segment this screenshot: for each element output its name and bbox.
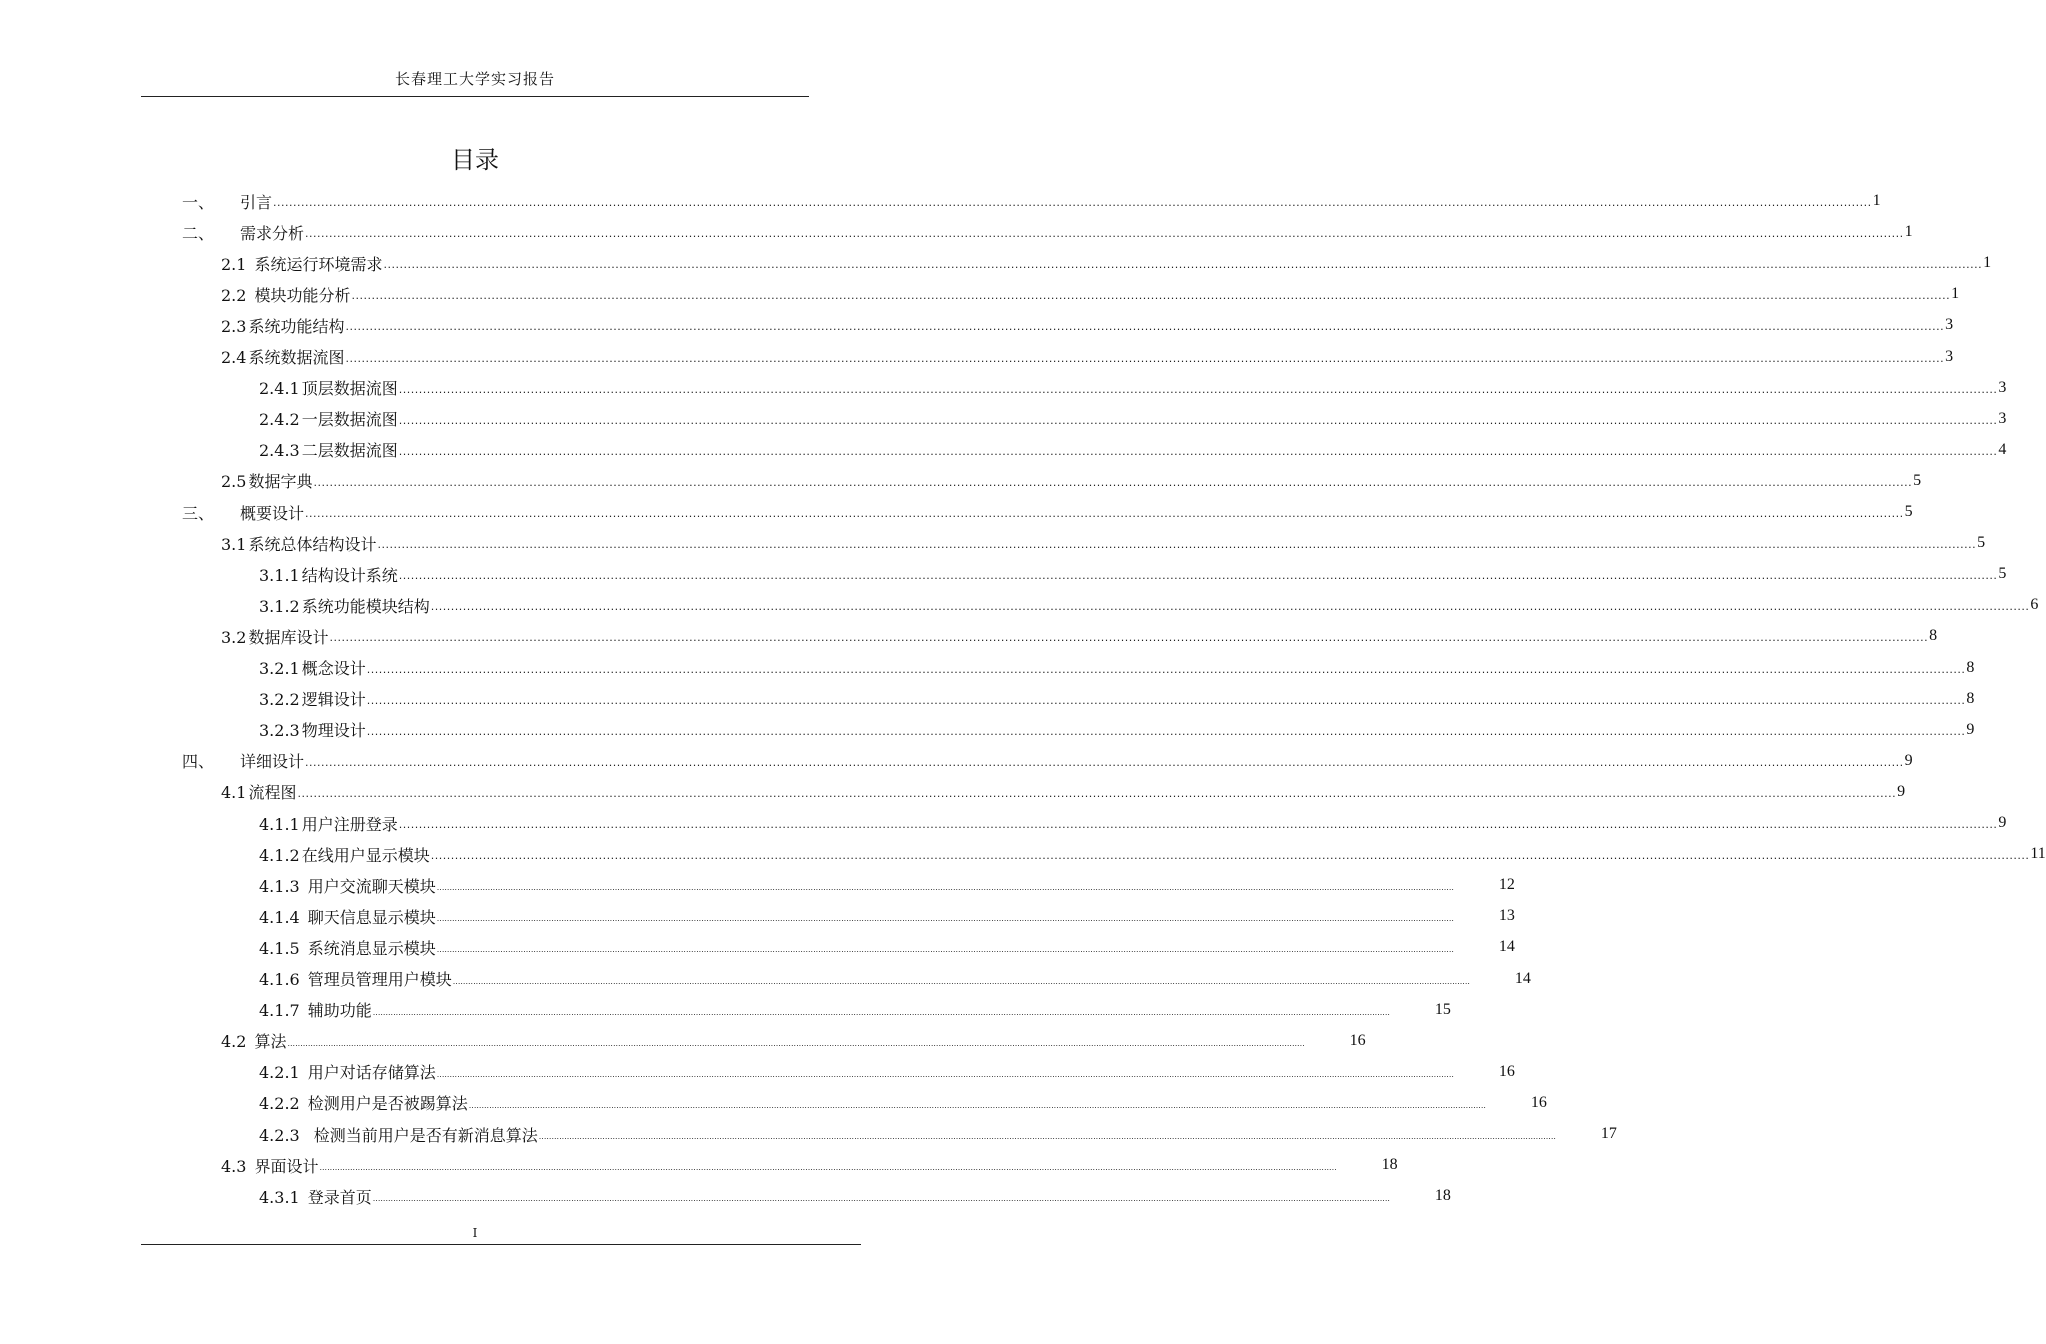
toc-entry-label — [259, 967, 452, 990]
toc-entry-label — [221, 345, 344, 368]
toc-entry-title: 系统功能模块结构 — [301, 596, 430, 616]
toc-entry-page: 9 — [1966, 720, 1975, 738]
toc-entry-title: 逻辑设计 — [301, 690, 366, 710]
toc-entry[interactable] — [259, 684, 1975, 714]
toc-entry-title: 算法 — [254, 1032, 287, 1052]
toc-entry-label — [259, 407, 398, 430]
dot-leader: ................................................................................................................................................................................................................................................................................................................................................................................................................ — [345, 351, 1945, 365]
toc-entry-page: 9 — [1897, 782, 1906, 800]
toc-entry-number: 4.1.5 — [259, 938, 300, 958]
toc-entry-number: 3.1.1 — [259, 565, 300, 585]
toc-entry-page: 1 — [1904, 223, 1913, 241]
toc-entry-page: 5 — [1913, 471, 1922, 489]
toc-entry-number: 4.1.1 — [259, 814, 300, 834]
dot-leader: ................................................................................................................................................................................................................................................................................................................................................................................................................ — [538, 1132, 1556, 1141]
toc-entry-title: 二层数据流图 — [301, 441, 398, 461]
dot-leader: ................................................................................................................................................................................................................................................................................................................................................................................................................ — [430, 600, 2030, 614]
toc-entry-title: 系统功能结构 — [248, 316, 345, 336]
dot-leader: ................................................................................................................................................................................................................................................................................................................................................................................................................ — [366, 662, 1966, 676]
toc-entry-page: 6 — [2030, 596, 2039, 614]
toc-entry-title: 系统运行环境需求 — [254, 254, 383, 274]
toc-entry-number: 3.2.2 — [259, 690, 300, 710]
toc-entry-title: 数据库设计 — [248, 627, 329, 647]
toc-entry-number: 3.1.2 — [259, 596, 300, 616]
toc-entry-title: 流程图 — [248, 783, 297, 803]
toc-entry-number: 4.3.1 — [259, 1187, 300, 1207]
toc-entry-number: 2.1 — [221, 254, 247, 274]
toc-entry-page: 11 — [2030, 845, 2046, 863]
toc-entry-number: 4.3 — [221, 1156, 247, 1176]
toc-entry[interactable] — [259, 995, 1451, 1025]
toc-entry-number: 三、 — [182, 503, 215, 523]
toc-entry-page: 3 — [1998, 378, 2007, 396]
dot-leader: ................................................................................................................................................................................................................................................................................................................................................................................................................ — [436, 1069, 1454, 1079]
toc-entry-page: 9 — [1998, 814, 2007, 831]
toc-entry-page: 16 — [1349, 1031, 1366, 1049]
dot-leader: ................................................................................................................................................................................................................................................................................................................................................................................................................ — [398, 413, 1998, 427]
toc-entry[interactable] — [221, 466, 1922, 496]
toc-entry[interactable] — [182, 746, 1913, 776]
dot-leader: ................................................................................................................................................................................................................................................................................................................................................................................................................ — [319, 1163, 1337, 1173]
toc-entry[interactable] — [182, 186, 1881, 216]
toc-entry-page: 8 — [1966, 689, 1975, 707]
toc-entry-page: 14 — [1514, 969, 1531, 987]
toc-entry-title: 在线用户显示模块 — [301, 845, 430, 865]
toc-entry-title: 检测用户是否被踢算法 — [307, 1094, 468, 1114]
toc-entry-number: 4.2.1 — [259, 1063, 300, 1083]
footer-page-number: I — [472, 1226, 478, 1240]
toc-entry[interactable] — [182, 217, 1913, 247]
dot-leader: ................................................................................................................................................................................................................................................................................................................................................................................................................ — [287, 1038, 1305, 1048]
toc-entry-number: 4.1.4 — [259, 907, 300, 927]
dot-leader: ................................................................................................................................................................................................................................................................................................................................................................................................................ — [436, 945, 1454, 955]
toc-entry-page: 4 — [1998, 440, 2007, 458]
toc-entry-page: 16 — [1530, 1093, 1547, 1111]
toc-entry-label — [182, 501, 304, 524]
dot-leader: ................................................................................................................................................................................................................................................................................................................................................................................................................ — [372, 1194, 1390, 1204]
toc-entry-number: 4.1.6 — [259, 970, 300, 989]
dot-leader: ................................................................................................................................................................................................................................................................................................................................................................................................................ — [329, 631, 1929, 645]
toc-entry-number: 4.2 — [221, 1032, 247, 1052]
dot-leader: ................................................................................................................................................................................................................................................................................................................................................................................................................ — [377, 538, 1977, 552]
dot-leader: ................................................................................................................................................................................................................................................................................................................................................................................................................ — [345, 320, 1945, 334]
dot-leader: ................................................................................................................................................................................................................................................................................................................................................................................................................ — [436, 883, 1454, 893]
dot-leader: ................................................................................................................................................................................................................................................................................................................................................................................................................ — [398, 569, 1998, 583]
dot-leader: ................................................................................................................................................................................................................................................................................................................................................................................................................ — [366, 693, 1966, 707]
toc-entry[interactable] — [259, 715, 1975, 745]
toc-entry-number: 2.4.2 — [259, 410, 300, 430]
toc-entry-number: 2.4.1 — [259, 379, 300, 399]
toc-entry-label — [259, 905, 436, 928]
toc-entry-page: 3 — [1998, 409, 2007, 427]
toc-entry[interactable] — [259, 373, 2007, 403]
toc-entry-title: 模块功能分析 — [254, 285, 351, 305]
toc-entry-page: 13 — [1498, 907, 1515, 925]
toc-entry-title: 顶层数据流图 — [301, 379, 398, 399]
toc-entry-label — [182, 221, 304, 244]
toc-entry[interactable] — [259, 1181, 1451, 1211]
toc-entry-page: 12 — [1498, 876, 1515, 894]
toc-entry-page: 9 — [1904, 751, 1913, 769]
toc-entry-title: 需求分析 — [240, 223, 305, 243]
toc-entry-title: 概念设计 — [301, 659, 366, 678]
toc-entry-number: 2.3 — [221, 316, 247, 336]
toc-entry-label — [221, 625, 328, 648]
toc-entry[interactable] — [221, 621, 1938, 651]
toc-entry-title: 物理设计 — [301, 721, 366, 741]
toc-entry-title: 系统消息显示模块 — [307, 938, 436, 958]
toc-entry-title: 一层数据流图 — [301, 410, 398, 430]
toc-entry-title: 概要设计 — [240, 503, 305, 523]
toc-entry-label — [259, 563, 398, 586]
toc-entry[interactable] — [182, 497, 1913, 527]
toc-entry-page: 14 — [1498, 938, 1515, 956]
toc-entry-label — [221, 1154, 318, 1177]
dot-leader: ................................................................................................................................................................................................................................................................................................................................................................................................................ — [305, 227, 1904, 241]
toc-entry-page: 3 — [1945, 347, 1954, 365]
toc-entry-page: 15 — [1434, 1000, 1451, 1018]
toc-entry-label — [259, 1123, 538, 1146]
toc-entry-page: 18 — [1381, 1156, 1398, 1174]
toc-entry-number: 2.2 — [221, 285, 247, 305]
toc-entry-title: 检测当前用户是否有新消息算法 — [313, 1125, 538, 1145]
toc-entry-page: 16 — [1498, 1062, 1515, 1080]
toc-entry[interactable] — [221, 777, 1906, 807]
dot-leader: ................................................................................................................................................................................................................................................................................................................................................................................................................ — [452, 976, 1470, 986]
toc-entry-title: 引言 — [240, 192, 273, 212]
toc-entry-number: 四、 — [182, 752, 215, 772]
toc-entry[interactable] — [221, 1150, 1398, 1180]
toc-entry-title: 系统总体结构设计 — [248, 534, 377, 554]
toc-entry-label — [259, 687, 366, 710]
toc-entry-label — [259, 812, 398, 835]
dot-leader: ................................................................................................................................................................................................................................................................................................................................................................................................................ — [398, 444, 1998, 458]
toc-entry-title: 用户对话存储算法 — [307, 1063, 436, 1083]
toc-entry-page: 1 — [1872, 192, 1881, 209]
toc-entry-label — [221, 252, 382, 275]
toc-entry-number: 4.1 — [221, 783, 247, 803]
toc-entry-label — [259, 438, 398, 461]
toc-entry-label — [259, 874, 436, 897]
toc-entry[interactable] — [259, 870, 1515, 900]
dot-leader: ................................................................................................................................................................................................................................................................................................................................................................................................................ — [305, 755, 1904, 769]
toc-entry[interactable] — [259, 839, 2046, 869]
dot-leader: ................................................................................................................................................................................................................................................................................................................................................................................................................ — [305, 507, 1904, 520]
toc-entry-number: 2.4 — [221, 348, 247, 367]
toc-entry-title: 结构设计系统 — [301, 565, 398, 585]
toc-entry[interactable] — [259, 964, 1531, 994]
toc-entry[interactable] — [259, 404, 2007, 434]
toc-entry-label — [221, 780, 296, 803]
toc-entry-page: 8 — [1966, 658, 1975, 676]
toc-entry-label — [259, 718, 366, 741]
toc-entry-page: 3 — [1945, 316, 1954, 334]
toc-entry-title: 用户交流聊天模块 — [307, 876, 436, 896]
toc-entry-label — [182, 749, 304, 772]
toc-entry-number: 4.1.2 — [259, 845, 300, 865]
toc-title: 目录 — [451, 146, 499, 174]
dot-leader: ................................................................................................................................................................................................................................................................................................................................................................................................................ — [372, 1007, 1390, 1017]
toc-entry-page: 17 — [1600, 1125, 1617, 1142]
toc-entry[interactable] — [221, 1026, 1366, 1056]
toc-entry[interactable] — [221, 248, 1992, 278]
toc-entry[interactable] — [259, 559, 2007, 589]
running-header: 长春理工大学实习报告 — [394, 70, 555, 88]
dot-leader: ................................................................................................................................................................................................................................................................................................................................................................................................................ — [351, 289, 1951, 303]
dot-leader: ................................................................................................................................................................................................................................................................................................................................................................................................................ — [383, 258, 1983, 272]
toc-entry-label — [259, 594, 430, 617]
dot-leader: ................................................................................................................................................................................................................................................................................................................................................................................................................ — [436, 914, 1454, 924]
toc-entry-title: 用户注册登录 — [301, 814, 398, 834]
toc-entry-title: 聊天信息显示模块 — [307, 907, 436, 927]
toc-entry-label — [259, 656, 366, 679]
toc-entry-number: 4.2.2 — [259, 1094, 300, 1114]
toc-entry-label — [259, 376, 398, 399]
toc-entry-number: 2.5 — [221, 472, 247, 492]
toc-entry-label — [221, 314, 344, 337]
dot-leader: ................................................................................................................................................................................................................................................................................................................................................................................................................ — [273, 196, 1872, 209]
dot-leader: ................................................................................................................................................................................................................................................................................................................................................................................................................ — [297, 786, 1897, 800]
toc-entry-page: 1 — [1951, 285, 1960, 303]
toc-entry-number: 4.2.3 — [259, 1125, 300, 1145]
dot-leader: ................................................................................................................................................................................................................................................................................................................................................................................................................ — [430, 849, 2030, 863]
dot-leader: ................................................................................................................................................................................................................................................................................................................................................................................................................ — [366, 724, 1966, 738]
header-rule — [141, 96, 809, 97]
toc-entry-title: 管理员管理用户模块 — [307, 970, 452, 989]
toc-entry-label — [259, 998, 372, 1021]
toc-entry[interactable] — [221, 342, 1954, 372]
toc-entry-title: 界面设计 — [254, 1156, 319, 1176]
toc-entry[interactable] — [259, 590, 2039, 620]
toc-entry-label — [259, 1185, 372, 1208]
toc-entry-page: 5 — [1977, 534, 1986, 552]
toc-entry-number: 4.1.3 — [259, 876, 300, 896]
toc-entry-title: 系统数据流图 — [248, 348, 345, 367]
toc-entry-page: 5 — [1998, 565, 2007, 583]
toc-entry-label — [221, 1029, 286, 1052]
toc-entry-label — [221, 469, 312, 492]
toc-entry-number: 一、 — [182, 192, 215, 212]
toc-entry-page: 5 — [1904, 503, 1913, 520]
toc-entry[interactable] — [259, 1088, 1547, 1118]
toc-entry-label — [182, 190, 272, 213]
toc-entry-label — [259, 936, 436, 959]
toc-entry-number: 3.2 — [221, 627, 247, 647]
toc-entry-label — [259, 843, 430, 866]
footer-rule — [141, 1244, 861, 1245]
toc-entry-title: 登录首页 — [307, 1187, 372, 1207]
toc-entry-page: 18 — [1434, 1187, 1451, 1205]
dot-leader: ................................................................................................................................................................................................................................................................................................................................................................................................................ — [313, 475, 1913, 489]
dot-leader: ................................................................................................................................................................................................................................................................................................................................................................................................................ — [468, 1100, 1486, 1110]
toc-entry-label — [221, 283, 350, 306]
toc-entry[interactable] — [221, 279, 1960, 309]
toc-entry[interactable] — [259, 901, 1515, 931]
toc-entry[interactable] — [259, 808, 2007, 838]
toc-entry[interactable] — [221, 310, 1954, 340]
toc-entry-label — [221, 532, 376, 555]
toc-entry-title: 数据字典 — [248, 472, 313, 492]
toc-entry-title: 详细设计 — [240, 752, 305, 772]
toc-entry[interactable] — [221, 528, 1986, 558]
toc-entry-number: 3.2.1 — [259, 659, 300, 678]
toc-entry[interactable] — [259, 435, 2007, 465]
toc-entry-number: 3.2.3 — [259, 721, 300, 741]
toc-entry-number: 二、 — [182, 223, 215, 243]
dot-leader: ................................................................................................................................................................................................................................................................................................................................................................................................................ — [398, 382, 1998, 396]
toc-entry-page: 1 — [1983, 254, 1992, 272]
toc-entry-number: 2.4.3 — [259, 441, 300, 461]
toc-entry-title: 辅助功能 — [307, 1001, 372, 1021]
toc-entry[interactable] — [259, 1057, 1515, 1087]
toc-entry-label — [259, 1091, 468, 1114]
toc-entry-page: 8 — [1929, 627, 1938, 645]
toc-entry-number: 3.1 — [221, 534, 247, 554]
toc-entry[interactable] — [259, 1119, 1617, 1149]
toc-entry[interactable] — [259, 932, 1515, 962]
toc-entry-number: 4.1.7 — [259, 1001, 300, 1021]
toc-entry-label — [259, 1060, 436, 1083]
dot-leader: ................................................................................................................................................................................................................................................................................................................................................................................................................ — [398, 818, 1998, 831]
toc-entry[interactable] — [259, 653, 1975, 683]
